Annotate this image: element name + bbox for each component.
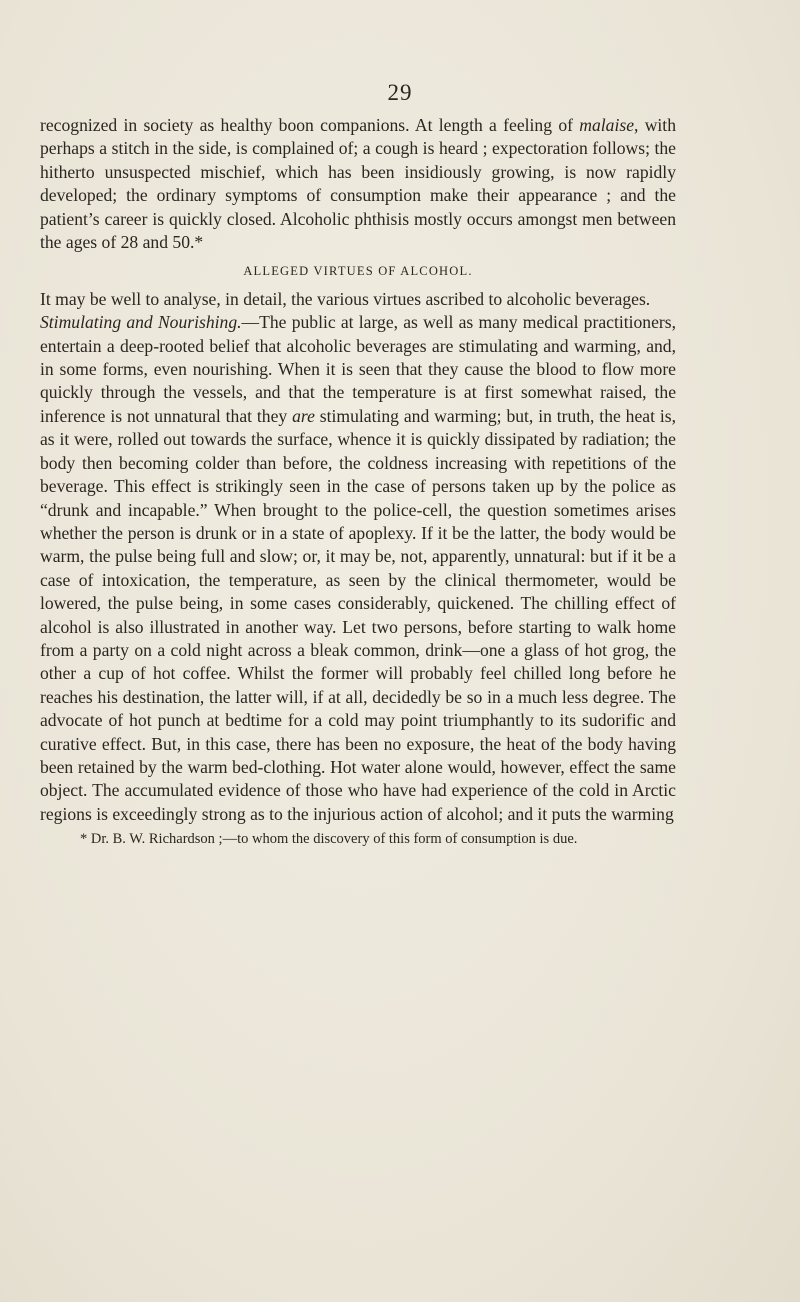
subsection-title: Stimulating and Nourishing. [40, 312, 242, 333]
paragraph-text-rest: stimulating and warming; but, in truth, the heat is, as it were, rolled out towards the surface, whence it is quickly dissipated by radiation; the body then becoming colder than before, the coldness increasing with repetitions of the beverage. This effect is strikingly seen in the case of persons taken up by the police as “drunk and incapable.” When brought to the police-cell, the question sometimes arises whether the person is drunk or in a state of apoplexy. If it be the latter, the body would be warm, the pulse being full and slow; or, it may be, not, apparently, unnatural: but if it be a case of intoxication, the temperature, as seen by the clinical thermometer, would be lowered, the pulse being, in some cases considerably, quickened. The chilling effect of alcohol is also illustrated in another way. Let two persons, before starting to walk home from a party on a cold night across a bleak common, drink—one a glass of hot grog, the other a cup of hot coffee. Whilst the former will probably feel chilled long before he reaches his destination, the latter will, if at all, decidedly be so in a much less degree. The advocate of hot punch at bedtime for a cold may point triumphantly to its sudorific and curative effect. But, in this case, there has been no exposure, the heat of the body having been retained by the warm bed-clothing. Hot water alone would, however, effect the same object. The accumulated evidence of those who have had experience of the cold in Arctic regions is exceedingly strong as to the injurious action of alcohol; and it puts the warming [40, 405, 677, 824]
footnote: * Dr. B. W. Richardson ;—to whom the discovery of this form of consumption is due. [80, 831, 578, 848]
paragraph-intro: It may be well to analyse, in detail, the various virtues ascribed to alcoholic beverages. [40, 288, 651, 309]
paragraph-text: recognized in society as healthy boon companions. At length a feeling of [40, 115, 580, 135]
body-text [40, 114, 676, 849]
paragraph-stimulating [40, 311, 676, 826]
italic-word-malaise: malaise [579, 115, 635, 135]
paragraph-text-rest: , with perhaps a stitch in the side, is complained of; a cough is heard ; expectoration follows; the hitherto unsuspected mischief, which has been insidiously growing, is now rapidly developed; the ordinary symptoms of consumption make their appearance ; and the patient’s career is quickly closed. Alcoholic phthisis mostly occurs amongst men between the ages of 28 and 50.* [40, 115, 676, 253]
paragraph-consumption [40, 114, 676, 254]
section-heading: ALLEGED VIRTUES OF ALCOHOL. [243, 264, 473, 279]
page-number: 29 [387, 80, 413, 105]
italic-word-are: are [292, 405, 315, 426]
paragraph-text: —The public at large, as well as many medical practitioners, entertain a deep-rooted belief that alcoholic beverages are stimulating and warming, and, in some forms, even nourishing. When it is seen that they cause the blood to flow more quickly through the vessels, and that the temperature is at first somewhat raised, the inference is not unnatural that they [40, 312, 676, 426]
